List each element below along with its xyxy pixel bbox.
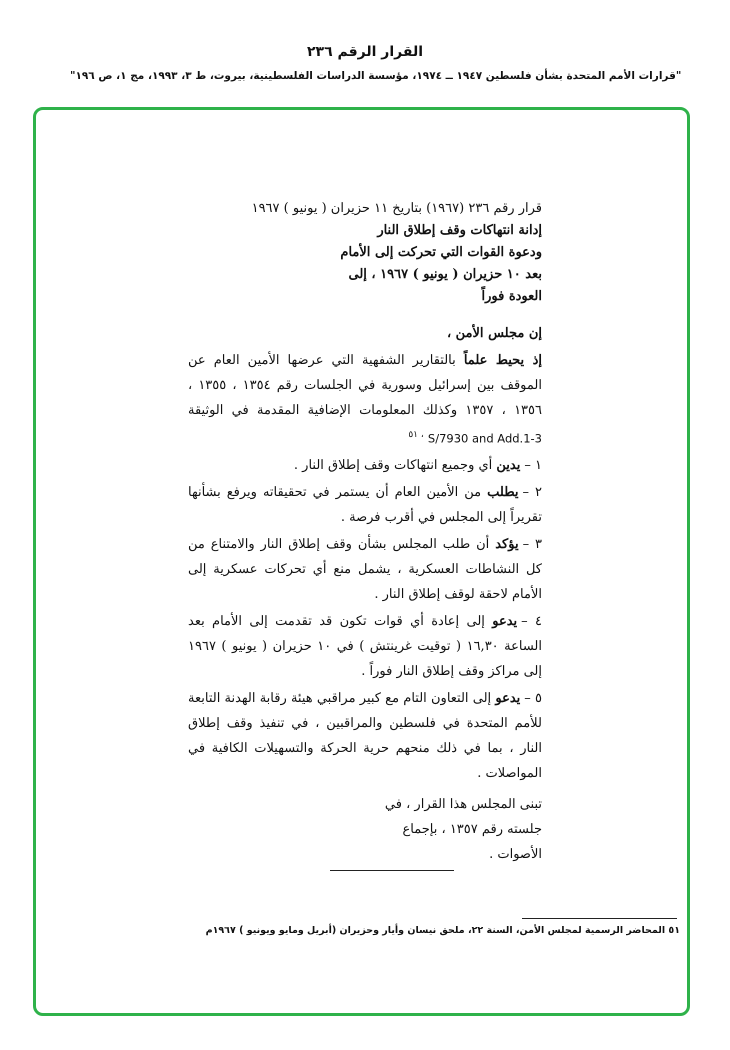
item-lead: يؤكد [495, 537, 519, 553]
item-text: إلى إعادة أي قوات تكون قد تقدمت إلى الأمام بعد الساعة ١٦,٣٠ ( توقيت غرينتش ) في ١٠ حزيران ( يونيو ) ١٩٦٧ إلى مراكز وقف إطلاق النار فوراً . [188, 614, 542, 680]
item-number: ٢ – [522, 485, 542, 501]
council-opening: إن مجلس الأمن ، [446, 326, 542, 341]
item-lead: يدعو [492, 614, 518, 630]
operative-paragraph [188, 609, 542, 684]
item-lead: يدعو [495, 691, 521, 707]
item-number: ٤ – [521, 614, 542, 630]
item-lead: يدين [496, 458, 521, 474]
operative-paragraph [188, 532, 542, 607]
item-text: إلى التعاون التام مع كبير مراقبي هيئة رقابة الهدنة التابعة للأمم المتحدة في فلسطين والمراقبين ، في تنفيذ وقف إطلاق النار ، بما في ذلك منحهم حرية الحركة والتسهيلات الكافية في المواصلات . [188, 691, 542, 782]
resolution-document [188, 198, 542, 867]
item-text: من الأمين العام أن يستمر في تحقيقاته ويرفع بشأنها تقريراً إلى المجلس في أقرب فرصة . [188, 485, 542, 526]
operative-paragraph [188, 453, 542, 478]
footnote-marker: ، ٥١ [408, 430, 424, 440]
operative-paragraph [188, 686, 542, 786]
item-number: ١ – [524, 458, 542, 474]
item-number: ٥ – [524, 691, 542, 707]
item-text: أي وجميع انتهاكات وقف إطلاق النار . [293, 458, 497, 474]
resolution-number-line: قرار رقم ٢٣٦ (١٩٦٧) بتاريخ ١١ حزيران ( يونيو ) ١٩٦٧ [251, 201, 542, 216]
footnote: ٥١ المحاضر الرسمية لمجلس الأمن، السنة ٢٢، ملحق نيسان وأيار وحزيران (أبريل ومايو ويونيو ) ١٩٦٧م [205, 925, 680, 936]
resolution-heading-line: العودة فوراً [481, 289, 542, 304]
item-number: ٣ – [522, 537, 542, 553]
section-divider [330, 870, 454, 871]
resolution-heading-line: بعد ١٠ حزيران ( يونيو ) ١٩٦٧ ، إلى [348, 267, 542, 282]
page-title: القرار الرقم ٢٣٦ [307, 44, 423, 60]
footnote-rule [522, 918, 677, 919]
operative-paragraph [188, 480, 542, 530]
preamble-lead: إذ يحيط علماً [463, 353, 543, 368]
document-reference: S/7930 and Add.1-3 [427, 431, 542, 446]
resolution-heading-line: ودعوة القوات التي تحركت إلى الأمام [340, 245, 542, 260]
item-text: أن طلب المجلس بشأن وقف إطلاق النار والامتناع من كل النشاطات العسكرية ، يشمل منع أي تحركات عسكرية إلى الأمام لاحقة لوقف إطلاق النار . [188, 537, 542, 603]
resolution-title-block [188, 198, 542, 308]
source-citation: "قرارات الأمم المتحدة بشأن فلسطين ١٩٤٧ ــ ١٩٧٤، مؤسسة الدراسات الفلسطينية، بيروت، ط ٣، ١٩٩٣، مج ١، ص ١٩٦" [70, 70, 682, 82]
item-lead: يطلب [487, 485, 519, 501]
resolution-heading-line: إدانة انتهاكات وقف إطلاق النار [377, 223, 542, 238]
preamble-text: بالتقارير الشفهية التي عرضها الأمين العام عن الموقف بين إسرائيل وسورية في الجلسات رقم ١٣٥٤ ، ١٣٥٥ ، ١٣٥٦ ، ١٣٥٧ وكذلك المعلومات الإضافية المقدمة في الوثيقة [188, 353, 542, 418]
adoption-statement: تبنى المجلس هذا القرار ، في جلسته رقم ١٣٥٧ ، بإجماع الأصوات . [384, 797, 542, 863]
preamble-paragraph [188, 348, 542, 451]
